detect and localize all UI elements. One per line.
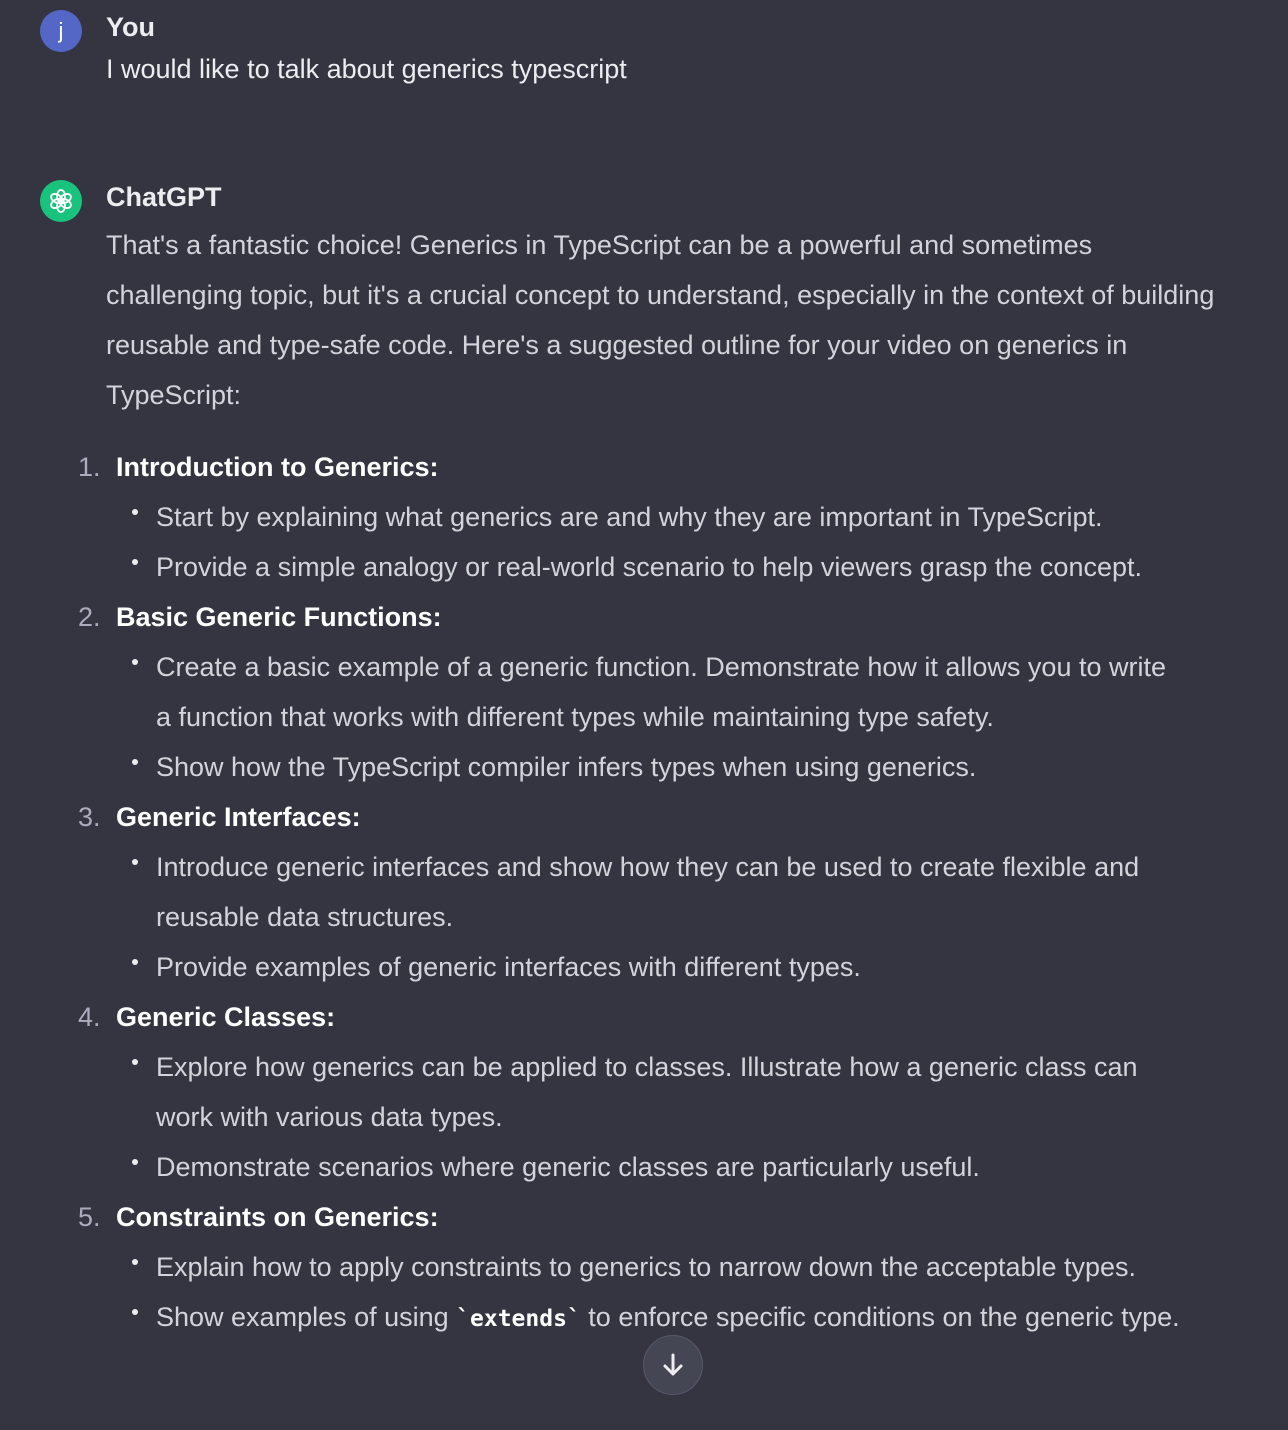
outline-heading: Introduction to Generics:	[116, 452, 439, 482]
openai-logo-icon	[40, 180, 82, 222]
outline-number: 2.	[78, 602, 101, 632]
user-message	[40, 10, 1228, 100]
outline-heading: Generic Classes:	[116, 1002, 336, 1032]
bullet-list	[116, 1242, 1188, 1344]
user-avatar-letter: j	[58, 18, 64, 43]
outline-number: 1.	[78, 452, 101, 482]
outline-item	[78, 792, 1188, 992]
bullet-list	[116, 642, 1188, 792]
bullet-item: Demonstrate scenarios where generic classes are particularly useful.	[116, 1142, 1188, 1192]
bullet-list	[116, 492, 1188, 592]
user-avatar	[40, 10, 82, 52]
outline-number: 3.	[78, 802, 101, 832]
assistant-message	[40, 180, 1228, 1430]
bullet-list	[116, 842, 1188, 992]
bullet-item: Provide examples of generic interfaces with different types.	[116, 942, 1188, 992]
bullet-item: Start by explaining what generics are and why they are important in TypeScript.	[116, 492, 1188, 542]
scroll-to-bottom-button[interactable]	[643, 1335, 703, 1395]
outline-item	[78, 992, 1188, 1192]
outline-item	[78, 442, 1188, 592]
outline-item	[78, 592, 1188, 792]
assistant-intro: That's a fantastic choice! Generics in TypeScript can be a powerful and sometimes challenging topic, but it's a crucial concept to understand, especially in the context of building reusable and type-safe code. Here's a suggested outline for your video on generics in TypeScript:	[106, 230, 1215, 410]
bullet-list	[116, 1042, 1188, 1192]
arrow-down-icon	[659, 1351, 687, 1379]
bullet-item: Explore how generics can be applied to classes. Illustrate how a generic class can work with various data types.	[116, 1042, 1188, 1142]
outline-item	[78, 1192, 1188, 1344]
user-message-text: I would like to talk about generics typescript	[106, 54, 627, 84]
outline-list	[78, 442, 1188, 1344]
openai-logo-icon	[47, 187, 75, 215]
assistant-message-body	[78, 220, 1216, 1344]
bullet-text: to enforce specific conditions on the generic type.	[580, 1302, 1180, 1332]
bullet-item: Provide a simple analogy or real-world scenario to help viewers grasp the concept.	[116, 542, 1188, 592]
outline-number: 5.	[78, 1202, 101, 1232]
inline-code: `extends`	[456, 1306, 581, 1332]
outline-heading: Basic Generic Functions:	[116, 602, 442, 632]
outline-heading: Generic Interfaces:	[116, 802, 361, 832]
outline-number: 4.	[78, 1002, 101, 1032]
bullet-text: Show examples of using	[156, 1302, 457, 1332]
bullet-item: Create a basic example of a generic function. Demonstrate how it allows you to write a function that works with different types while maintaining type safety.	[116, 642, 1188, 742]
assistant-author-name: ChatGPT	[106, 182, 222, 212]
bullet-item: Show how the TypeScript compiler infers types when using generics.	[116, 742, 1188, 792]
outline-heading: Constraints on Generics:	[116, 1202, 439, 1232]
user-author-name: You	[106, 12, 155, 42]
bullet-item	[116, 1292, 1188, 1344]
bullet-item: Explain how to apply constraints to generics to narrow down the acceptable types.	[116, 1242, 1188, 1292]
bullet-item: Introduce generic interfaces and show how they can be used to create flexible and reusable data structures.	[116, 842, 1188, 942]
